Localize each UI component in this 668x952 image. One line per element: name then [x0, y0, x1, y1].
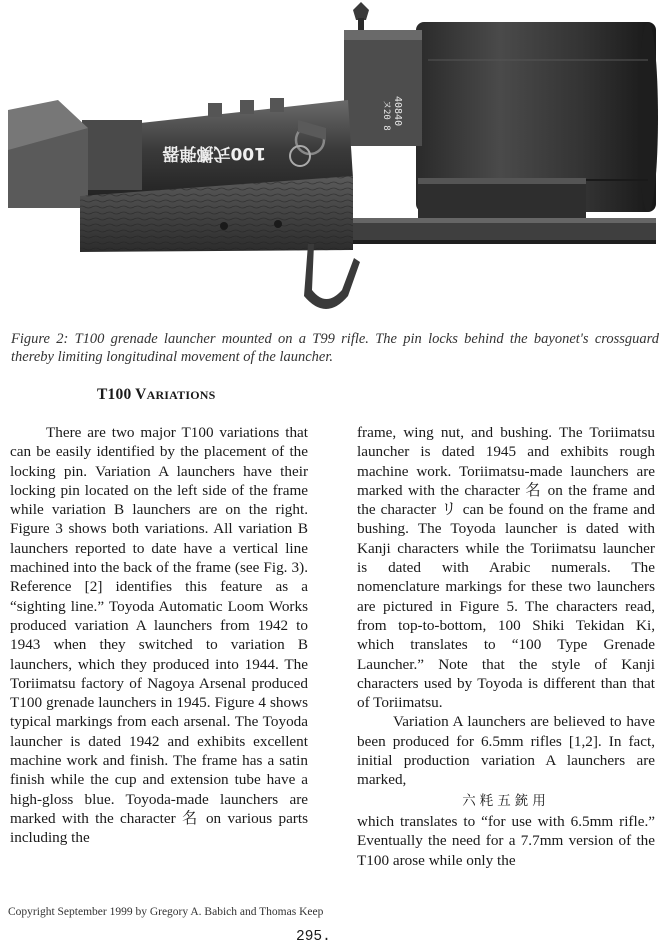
heading-prefix: T100 V	[97, 386, 147, 403]
section-heading	[97, 386, 216, 404]
right-paragraph-3: which translates to “for use with 6.5mm rifle.” Eventually the need for a 7.7mm version of the T100 arose while only the	[357, 812, 655, 869]
serial-marking-2: ヌ20 8	[381, 100, 391, 131]
launcher-photograph	[8, 0, 658, 322]
copyright-notice: Copyright September 1999 by Gregory A. Babich and Thomas Keep	[8, 906, 324, 918]
kanji-marking-line: 六粍五銃用	[462, 792, 550, 809]
heading-rest: ARIATIONS	[146, 388, 216, 402]
right-column	[357, 423, 655, 870]
serial-marking: 40840	[392, 96, 403, 127]
right-paragraph-1: frame, wing nut, and bushing. The Toriimatsu launcher is dated 1945 and exhibits rough machine work. Toriimatsu-made launchers are marked with the character 名 on the frame and the character リ can be found on the frame and bushing. The Toyoda launcher is dated with Kanji characters while the Toriimatsu launcher is dated with Arabic numerals. The nomenclature markings for these two launchers are pictured in Figure 5. The characters read, from top-to-bottom, 100 Shiki Tekidan Ki, which translates to “100 Type Grenade Launcher.” Note that the style of Kanji characters used by Toyoda is different than that of Toriimatsu.	[357, 424, 655, 712]
left-paragraph: There are two major T100 variations that can be easily identified by the placement of the locking pin. Variation A launchers have their locking pin located on the left side of the frame while variation B launchers are on the right. Figure 3 shows both variations. All variation B launchers reported to date have a vertical line machined into the back of the frame (see Fig. 3). Reference [2] identifies this feature as a “sighting line.” Toyoda Automatic Loom Works produced variation A launchers from 1942 to 1943 when they switched to variation B launchers, which they produced into 1944. The Toriimatsu factory of Nagoya Arsenal produced T100 grenade launchers in 1945. Figure 4 shows typical markings from each arsenal. The Toyoda launcher is dated 1942 and exhibits excellent machine work and finish. The frame has a satin finish while the cup and extension tube have a high-gloss blue. Toyoda-made launchers are marked with the character 名 on various parts including the	[10, 424, 308, 847]
right-paragraph-2: Variation A launchers are believed to have been produced for 6.5mm rifles [1,2]. In fact, initial production variation A launchers are marked,	[357, 713, 655, 789]
stock-marking: 100式擲弾器	[162, 143, 266, 163]
left-column	[10, 423, 308, 848]
figure-caption: Figure 2: T100 grenade launcher mounted on a T99 rifle. The pin locks behind the bayonet's crossguard thereby limiting longitudinal movement of the launcher.	[11, 331, 659, 365]
page-number: 295.	[296, 929, 331, 945]
